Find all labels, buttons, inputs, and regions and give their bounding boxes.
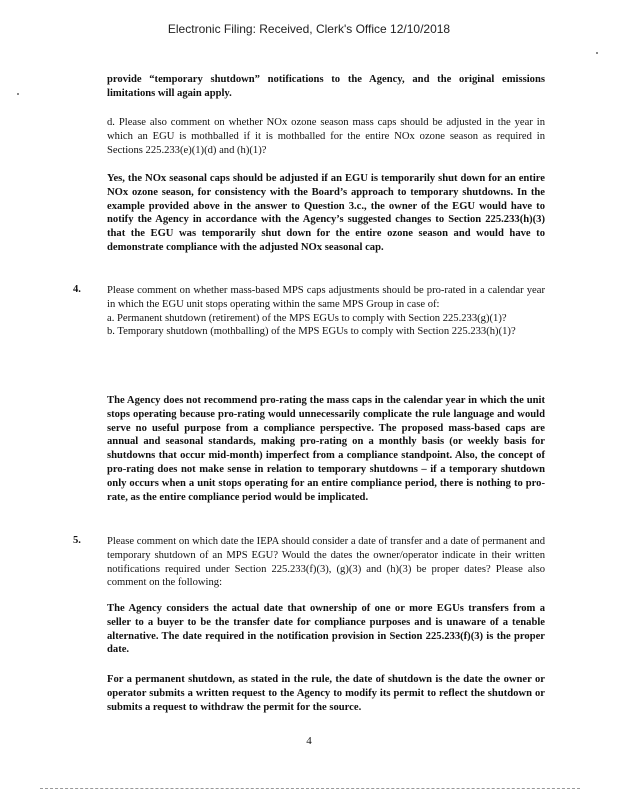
question-5-number: 5. bbox=[73, 535, 81, 546]
question-4 bbox=[107, 284, 545, 339]
answer-3d: Yes, the NOx seasonal caps should be adjusted if an EGU is temporarily shut down for an entire NOx ozone season, for consistency with the Board’s approach to temporary shutdowns. In the example provided above in the answer to Question 3.c., the owner of the EGU would have to notify the Agency in accordance with the Agency’s suggested changes to Section 225.233(h)(3) that the EGU was temporarily shut down for the entire ozone season and would have to demonstrate compliance with the adjusted NOx seasonal cap. bbox=[107, 173, 545, 253]
scan-footer-artifact bbox=[40, 788, 580, 789]
answer-5-permanent-shutdown: For a permanent shutdown, as stated in the rule, the date of shutdown is the date the owner or operator submits a written request to the Agency to modify its permit to reflect the shutdown or submits a request to withdraw the permit for the source. bbox=[107, 674, 545, 713]
scan-speck bbox=[17, 93, 19, 95]
question-4-number: 4. bbox=[73, 284, 81, 295]
question-5: Please comment on which date the IEPA should consider a date of transfer and a date of permanent and temporary shutdown of an MPS EGU? Would the dates the owner/operator indicate in their written notifications required under Section 225.233(f)(3), (g)(3) and (h)(3) be proper dates? Please also comment on the following: bbox=[107, 536, 545, 589]
question-4-option-a: a. Permanent shutdown (retirement) of the MPS EGUs to comply with Section 225.233(g)(1)? bbox=[107, 312, 507, 324]
answer-5-transfer: The Agency considers the actual date that ownership of one or more EGUs transfers from a seller to a buyer to be the transfer date for compliance purposes and is unaware of a tenable alternative. The date required in the notification provision in Section 225.233(f)(3) is the proper date. bbox=[107, 603, 545, 656]
question-3d: d. Please also comment on whether NOx ozone season mass caps should be adjusted in the year in which an EGU is mothballed if it is mothballed for the entire NOx ozone season as required in Sections 225.233(e)(1)(d) and (h)(1)? bbox=[107, 117, 545, 156]
answer-4: The Agency does not recommend pro-rating the mass caps in the calendar year in which the unit stops operating because pro-rating would unnecessarily complicate the rule language and would serve no useful purpose from a compliance perspective. The proposed mass-based caps are annual and seasonal standards, making pro-rating on a monthly basis (or weekly basis for shutdowns that occur mid-month) imperfect from a compliance standpoint. Also, the concept of pro-rating does not make sense in relation to temporary shutdowns – if a temporary shutdown only occurs when a unit stops operating for an entire compliance period, there is nothing to pro-rate, as the entire compliance period would be implicated. bbox=[107, 395, 545, 503]
question-4-option-b: b. Temporary shutdown (mothballing) of the MPS EGUs to comply with Section 225.233(h)(1)? bbox=[107, 326, 516, 338]
scan-speck bbox=[596, 52, 598, 54]
paragraph-continuation: provide “temporary shutdown” notifications to the Agency, and the original emissions limitations will again apply. bbox=[107, 74, 545, 99]
filing-stamp: Electronic Filing: Received, Clerk's Office 12/10/2018 bbox=[167, 22, 451, 36]
page-number: 4 bbox=[306, 735, 312, 747]
question-4-text: Please comment on whether mass-based MPS caps adjustments should be pro-rated in a calendar year in which the EGU unit stops operating within the same MPS Group in case of: bbox=[107, 285, 545, 310]
